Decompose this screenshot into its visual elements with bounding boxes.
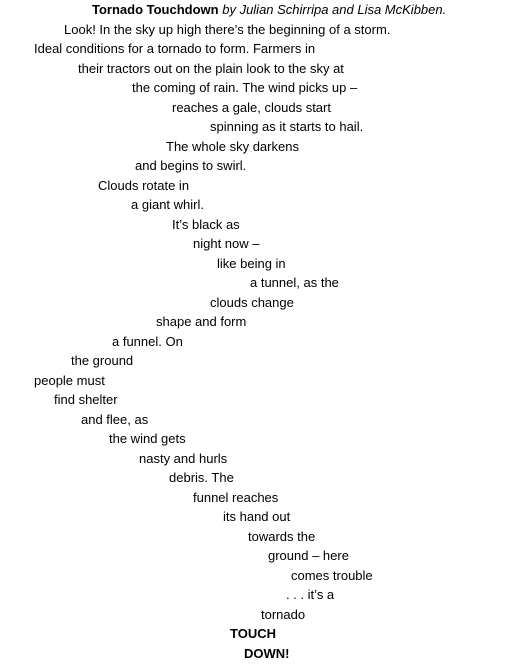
- poem-line: spinning as it starts to hail.: [210, 119, 364, 134]
- poem-line: comes trouble: [291, 568, 373, 583]
- poem-line: a tunnel, as the: [250, 275, 339, 290]
- poem-byline: by Julian Schirripa and Lisa McKibben.: [218, 2, 447, 17]
- poem-line: night now –: [193, 236, 260, 251]
- poem-line: its hand out: [223, 509, 291, 524]
- poem-line: funnel reaches: [193, 490, 279, 505]
- poem-line: The whole sky darkens: [166, 139, 299, 154]
- poem-line: a giant whirl.: [131, 197, 204, 212]
- poem-line: the ground: [71, 353, 134, 368]
- poem-line: reaches a gale, clouds start: [172, 100, 331, 115]
- poem-line: Clouds rotate in: [98, 178, 190, 193]
- poem-ending-line: DOWN!: [244, 646, 290, 661]
- poem-line: people must: [34, 373, 105, 388]
- poem-line: debris. The: [169, 470, 234, 485]
- poem-title-line: [92, 2, 446, 18]
- poem-line: nasty and hurls: [139, 451, 228, 466]
- poem-line: Look! In the sky up high there’s the beginning of a storm.: [64, 22, 391, 37]
- poem-title: Tornado Touchdown: [92, 2, 219, 17]
- poem-ending-line: TOUCH: [230, 626, 276, 641]
- poem-line: a funnel. On: [112, 334, 183, 349]
- poem-line: their tractors out on the plain look to the sky at: [78, 61, 344, 76]
- poem-line: the wind gets: [109, 431, 186, 446]
- poem-line: and begins to swirl.: [135, 158, 247, 173]
- poem-line: . . . it’s a: [286, 587, 335, 602]
- poem-line: ground – here: [268, 548, 349, 563]
- poem-line: and flee, as: [81, 412, 149, 427]
- poem-line: shape and form: [156, 314, 247, 329]
- poem-line: find shelter: [54, 392, 118, 407]
- poem-line: tornado: [261, 607, 306, 622]
- poem-line: It’s black as: [172, 217, 240, 232]
- poem-line: Ideal conditions for a tornado to form. Farmers in: [34, 41, 316, 56]
- poem-line: like being in: [217, 256, 286, 271]
- poem-line: clouds change: [210, 295, 294, 310]
- poem-line: towards the: [248, 529, 316, 544]
- poem-line: the coming of rain. The wind picks up –: [132, 80, 358, 95]
